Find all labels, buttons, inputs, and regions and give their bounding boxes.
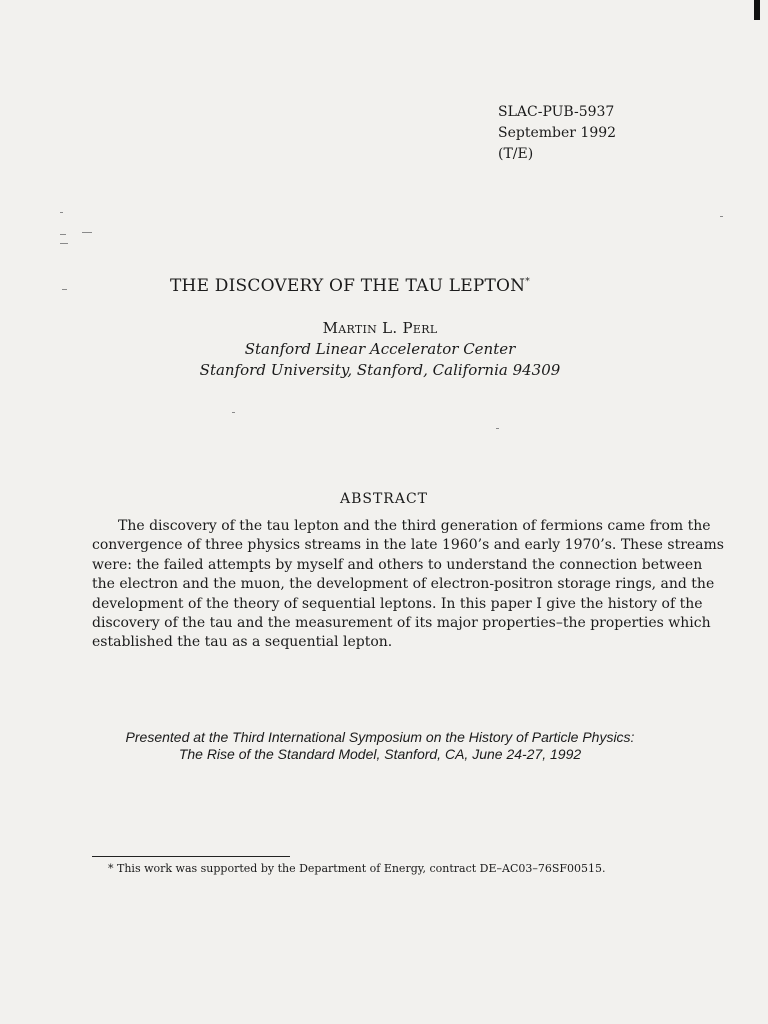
footnote-text: This work was supported by the Department of Energy, contract DE–AC03–76SF00515. (117, 862, 606, 875)
presented-line-1: Presented at the Third International Symposium on the History of Particle Physics: (125, 729, 635, 745)
scan-speck (720, 216, 723, 217)
author-name: Martin L. Perl (322, 319, 438, 337)
author-block (120, 318, 640, 381)
abstract-body (92, 517, 724, 653)
scan-speck (62, 289, 67, 290)
title-footnote-marker: * (525, 277, 530, 287)
abstract-line: discovery of the tau and the measurement of its major properties–the properties which (92, 615, 711, 632)
abstract-line: established the tau as a sequential lepton. (92, 634, 393, 651)
scan-speck (496, 428, 499, 429)
footnote-divider (92, 856, 290, 857)
scan-edge-mark (754, 0, 760, 20)
presented-line-2: The Rise of the Standard Model, Stanford, CA, June 24-27, 1992 (178, 746, 582, 762)
abstract-line: development of the theory of sequential leptons. In this paper I give the history of the (92, 595, 703, 612)
footnote (108, 862, 606, 875)
report-number: SLAC-PUB-5937 (498, 104, 615, 120)
abstract-line: were: the failed attempts by myself and others to understand the connection between (92, 556, 703, 573)
scan-speck (60, 212, 63, 213)
scan-speck (60, 234, 66, 235)
presented-at-note (100, 729, 660, 763)
report-info (498, 102, 616, 165)
author-affiliation: Stanford Linear Accelerator Center (244, 340, 516, 358)
paper-title (170, 276, 530, 296)
footnote-marker: * (108, 862, 114, 875)
report-category: (T/E) (498, 146, 534, 162)
paper-title-text: THE DISCOVERY OF THE TAU LEPTON (170, 276, 526, 296)
abstract-heading: ABSTRACT (339, 491, 429, 507)
scan-speck (232, 412, 235, 413)
abstract-line: The discovery of the tau lepton and the third generation of fermions came from the (118, 518, 711, 534)
abstract-line: convergence of three physics streams in the late 1960’s and early 1970’s. These streams (92, 537, 724, 554)
scan-speck (60, 243, 68, 244)
scan-speck (82, 232, 92, 233)
author-address: Stanford University, Stanford, California 94309 (199, 361, 561, 379)
report-date: September 1992 (498, 125, 617, 141)
abstract-line: the electron and the muon, the development of electron-positron storage rings, and the (92, 576, 715, 593)
